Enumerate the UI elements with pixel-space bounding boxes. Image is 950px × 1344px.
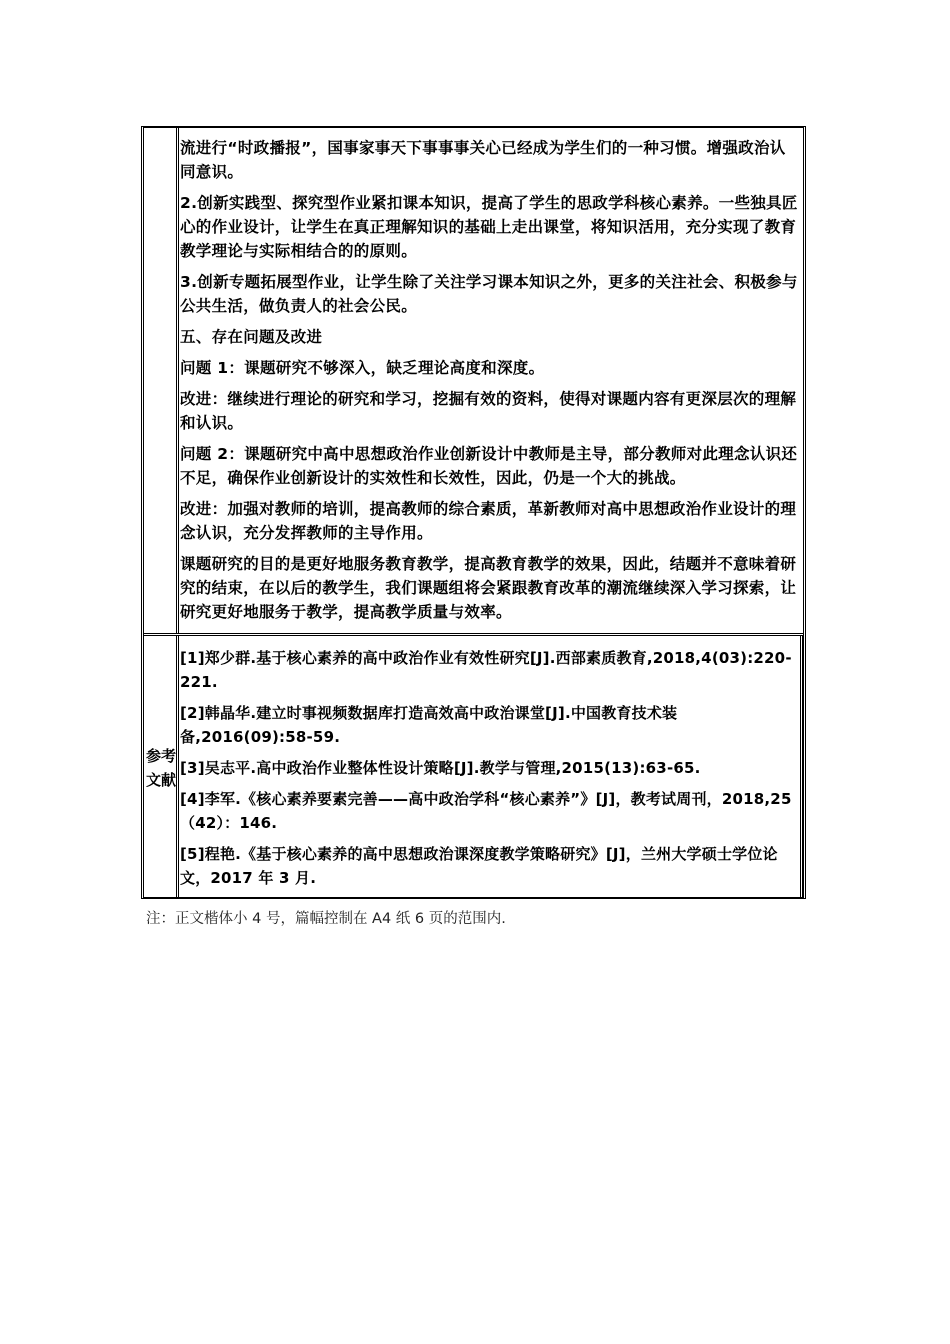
row-label-cell-empty — [144, 128, 179, 633]
footnote: 注：正文楷体小 4 号，篇幅控制在 A4 纸 6 页的范围内. — [146, 911, 506, 927]
report-table — [141, 126, 806, 899]
paragraph: 改进：继续进行理论的研究和学习，挖掘有效的资料，使得对课题内容有更深层次的理解和认识。 — [180, 390, 797, 432]
paragraph: 问题 2：课题研究中高中思想政治作业创新设计中教师是主导，部分教师对此理念认识还不足，确保作业创新设计的实效性和长效性，因此，仍是一个大的挑战。 — [180, 445, 798, 487]
body-text-cell — [180, 128, 799, 633]
section-heading: 五、存在问题及改进 — [180, 328, 323, 346]
references-label: 参考 文献 — [145, 747, 176, 789]
reference-item: [5]程艳.《基于核心素养的高中思想政治课深度教学策略研究》[J]，兰州大学硕士学位论文，2017 年 3 月. — [180, 845, 778, 887]
reference-item: [2]韩晶华.建立时事视频数据库打造高效高中政治课堂[J].中国教育技术装备,2016(09):58-59. — [180, 704, 678, 746]
paragraph: 2.创新实践型、探究型作业紧扣课本知识，提高了学生的思政学科核心素养。一些独具匠心的作业设计，让学生在真正理解知识的基础上走出课堂，将知识活用，充分实现了教育教学理论与实际相结合的的原则。 — [180, 194, 798, 260]
paragraph: 流进行“时政播报”，国事家事天下事事事关心已经成为学生们的一种习惯。增强政治认同意识。 — [180, 139, 786, 181]
reference-item: [1]郑少群.基于核心素养的高中政治作业有效性研究[J].西部素质教育,2018,4(03):220-221. — [180, 649, 792, 691]
paragraph: 问题 1：课题研究不够深入，缺乏理论高度和深度。 — [180, 359, 545, 377]
paragraph: 课题研究的目的是更好地服务教育教学，提高教育教学的效果，因此，结题并不意味着研究的结束，在以后的教学生，我们课题组将会紧跟教育改革的潮流继续深入学习探索，让研究更好地服务于教学，提高教学质量与效率。 — [180, 555, 797, 621]
references-row — [144, 636, 803, 897]
paragraph: 改进：加强对教师的培训，提高教师的综合素质，革新教师对高中思想政治作业设计的理念认识，充分发挥教师的主导作用。 — [180, 500, 797, 542]
paragraph: 3.创新专题拓展型作业，让学生除了关注学习课本知识之外，更多的关注社会、积极参与公共生活，做负责人的社会公民。 — [180, 273, 798, 315]
references-label-cell — [144, 636, 179, 897]
reference-item: [4]李军.《核心素养要素完善——高中政治学科“核心素养”》[J]，教考试周刊，2018,25（42）：146. — [180, 790, 792, 832]
reference-item: [3]吴志平.高中政治作业整体性设计策略[J].教学与管理,2015(13):63-65. — [180, 759, 701, 777]
content-row — [144, 128, 803, 636]
references-list-cell — [180, 636, 803, 897]
